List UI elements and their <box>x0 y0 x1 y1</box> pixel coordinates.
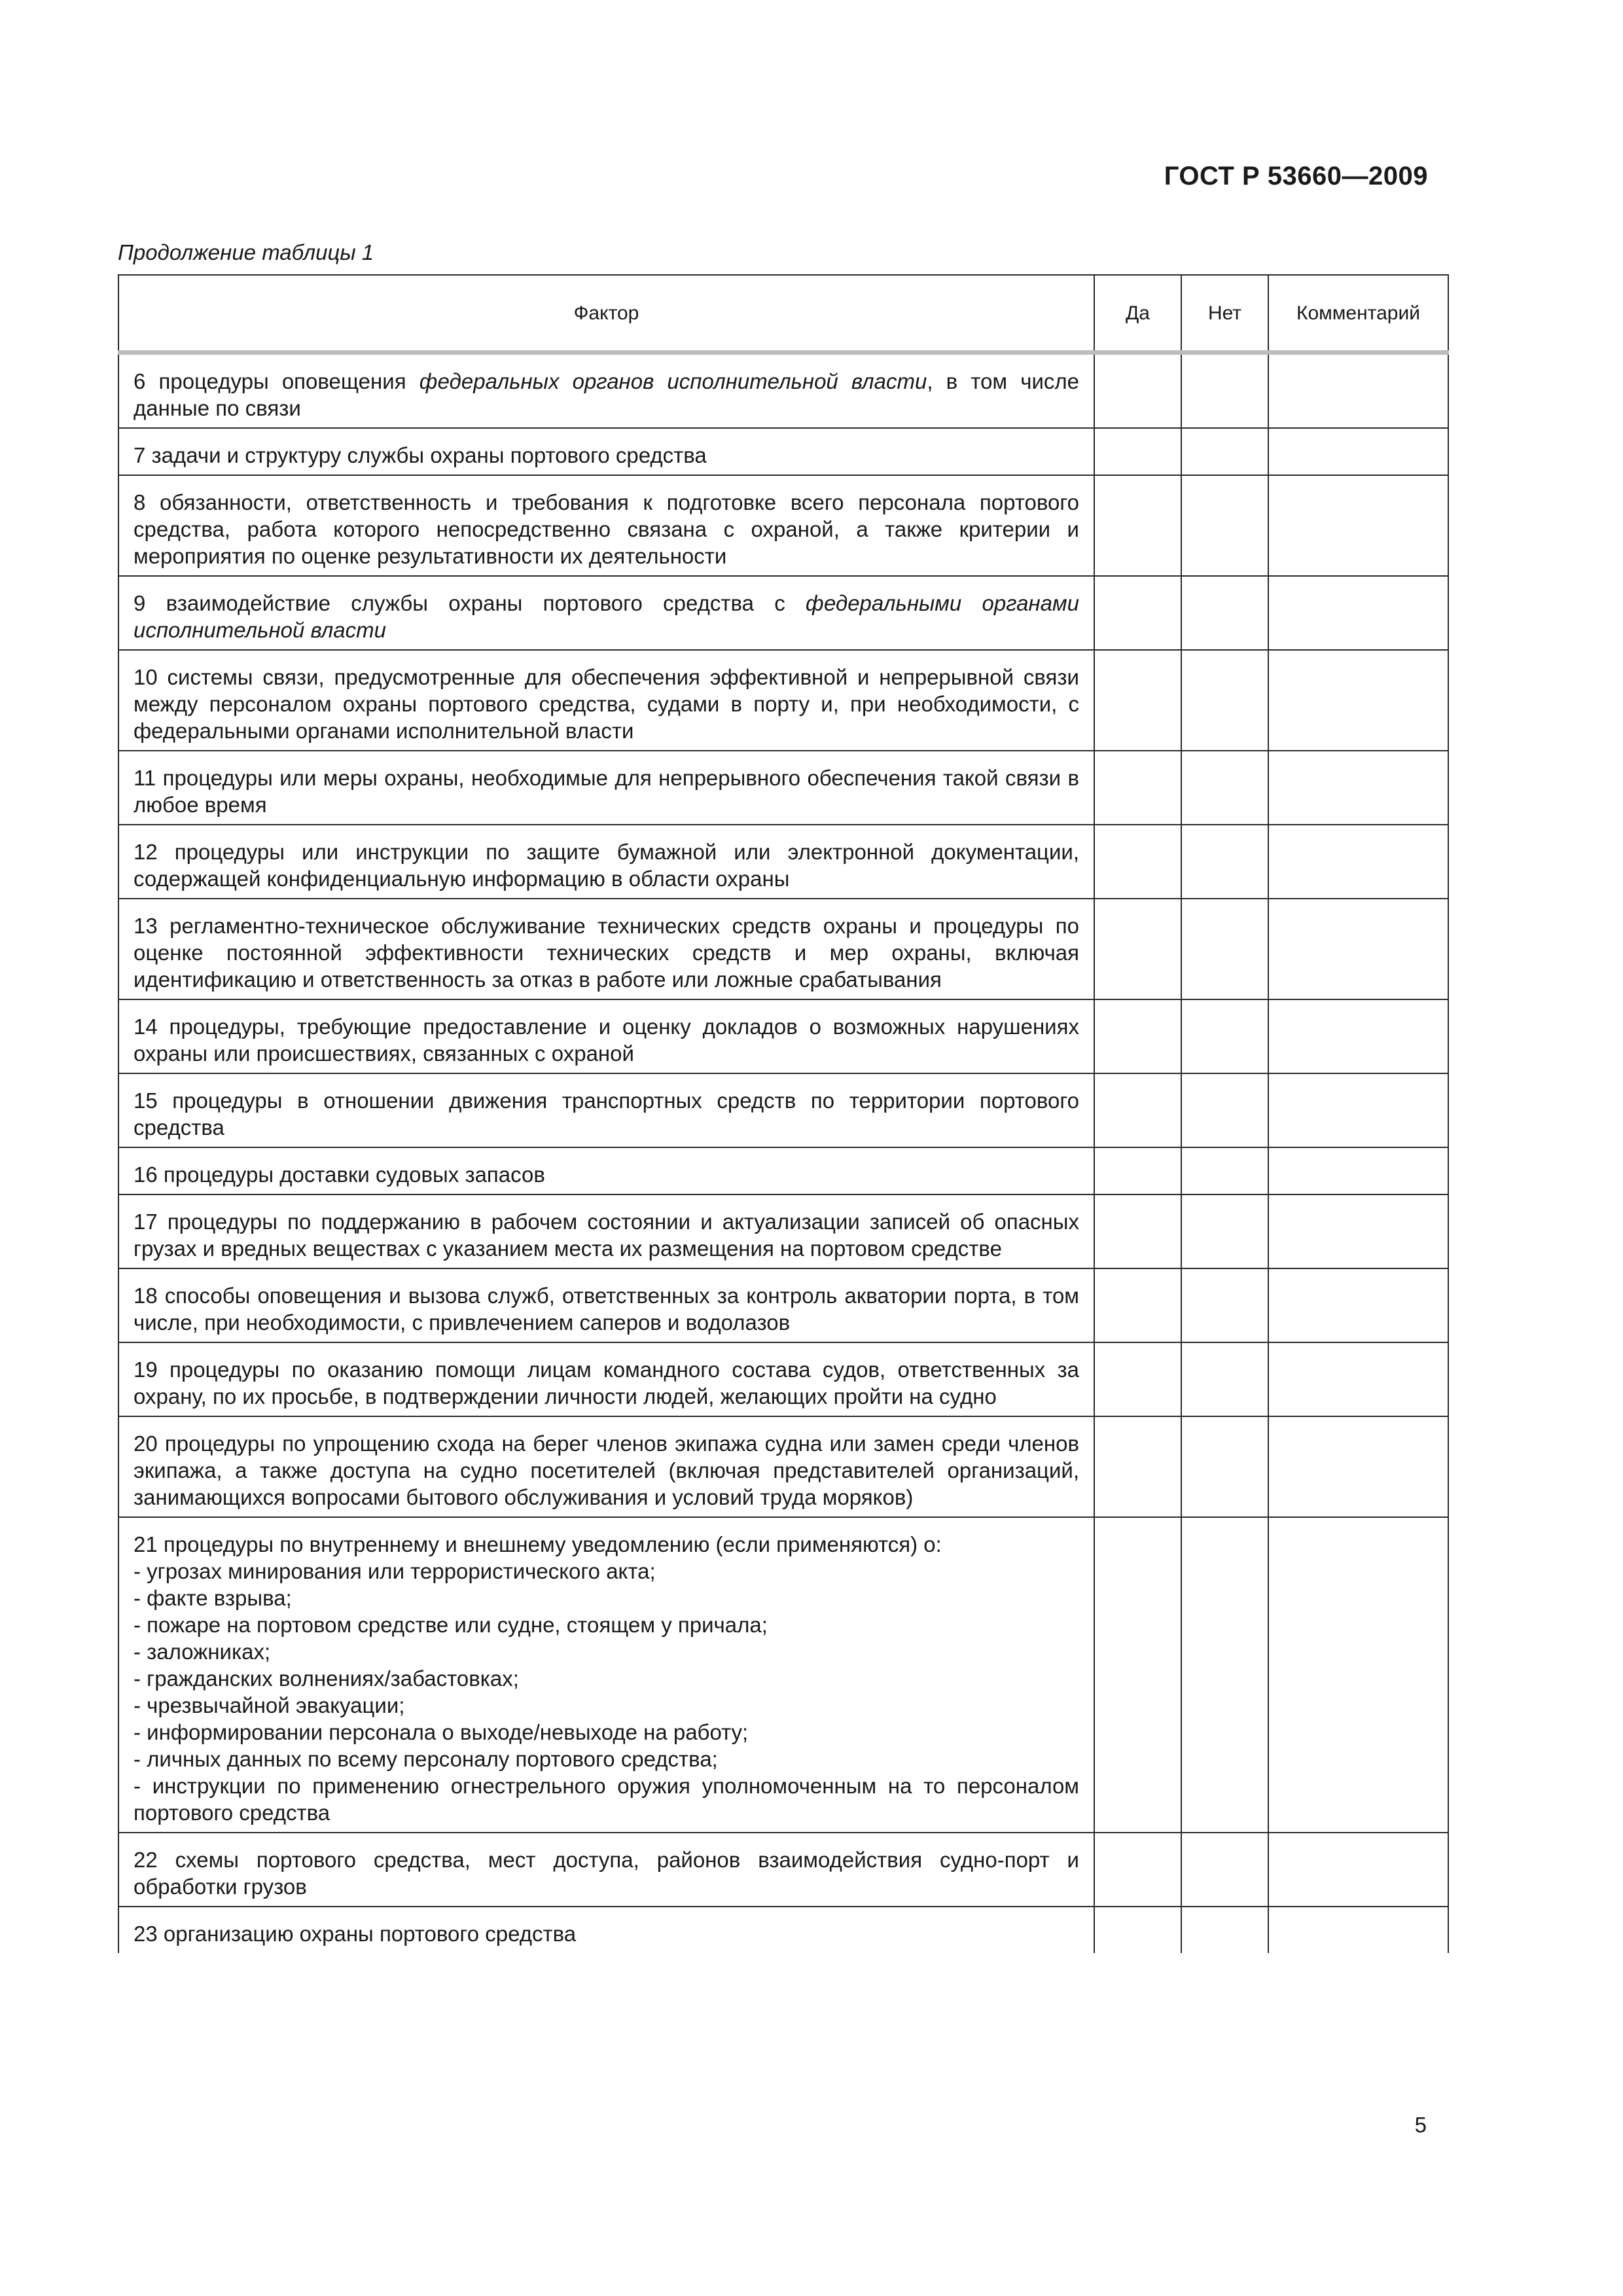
table-row <box>118 1416 1448 1517</box>
column-header-yes: Да <box>1094 275 1181 353</box>
document-code: ГОСТ Р 53660—2009 <box>1164 162 1428 190</box>
factor-cell <box>118 428 1094 475</box>
no-cell[interactable] <box>1181 1073 1268 1147</box>
yes-cell[interactable] <box>1094 1416 1181 1517</box>
column-header-no: Нет <box>1181 275 1268 353</box>
table-row <box>118 576 1448 650</box>
table-caption: Продолжение таблицы 1 <box>118 240 374 264</box>
factor-text: 18 способы оповещения и вызова служб, ответственных за контроль акватории порта, в том числе, при необходимости, с привлечением саперов и водолазов <box>134 1283 1079 1335</box>
yes-cell[interactable] <box>1094 1517 1181 1833</box>
no-cell[interactable] <box>1181 1517 1268 1833</box>
comment-cell[interactable] <box>1268 576 1448 650</box>
no-cell[interactable] <box>1181 751 1268 825</box>
factor-text: 12 процедуры или инструкции по защите бумажной или электронной документации, содержащей конфиденциальную информацию в области охраны <box>134 840 1079 891</box>
factor-emphasis: федеральными органами исполнительной власти <box>134 591 1080 642</box>
factor-text: 7 задачи и структуру службы охраны портового средства <box>134 443 707 467</box>
table-row <box>118 428 1448 475</box>
comment-cell[interactable] <box>1268 999 1448 1073</box>
factor-cell <box>118 1517 1094 1833</box>
yes-cell[interactable] <box>1094 899 1181 999</box>
factor-list-item: - пожаре на портовом средстве или судне, стоящем у причала; <box>134 1613 768 1637</box>
factor-cell <box>118 1416 1094 1517</box>
no-cell[interactable] <box>1181 1416 1268 1517</box>
comment-cell[interactable] <box>1268 1517 1448 1833</box>
factor-text: 10 системы связи, предусмотренные для обеспечения эффективной и непрерывной связи между персоналом охраны портового средства, судами в порту и, при необходимости, с федеральными органами исполнительной власти <box>134 665 1079 743</box>
yes-cell[interactable] <box>1094 1342 1181 1416</box>
table-row <box>118 1268 1448 1342</box>
no-cell[interactable] <box>1181 1268 1268 1342</box>
comment-cell[interactable] <box>1268 825 1448 899</box>
factor-cell <box>118 1268 1094 1342</box>
factor-cell <box>118 650 1094 751</box>
checklist-table <box>118 274 1449 1953</box>
factor-text: 16 процедуры доставки судовых запасов <box>134 1162 545 1187</box>
comment-cell[interactable] <box>1268 1907 1448 1953</box>
table-row <box>118 1342 1448 1416</box>
factor-list-item: - информировании персонала о выходе/невыходе на работу; <box>134 1720 749 1744</box>
comment-cell[interactable] <box>1268 1416 1448 1517</box>
yes-cell[interactable] <box>1094 999 1181 1073</box>
factor-list-item: - инструкции по применению огнестрельного оружия уполномоченным на то персоналом портового средства <box>134 1774 1079 1825</box>
table-row <box>118 1833 1448 1907</box>
table-row <box>118 1073 1448 1147</box>
table-row <box>118 475 1448 576</box>
comment-cell[interactable] <box>1268 1342 1448 1416</box>
table-row <box>118 825 1448 899</box>
factor-list-item: - чрезвычайной эвакуации; <box>134 1693 405 1717</box>
yes-cell[interactable] <box>1094 1073 1181 1147</box>
no-cell[interactable] <box>1181 1342 1268 1416</box>
no-cell[interactable] <box>1181 576 1268 650</box>
factor-list-item: - личных данных по всему персоналу портового средства; <box>134 1747 718 1771</box>
yes-cell[interactable] <box>1094 1147 1181 1194</box>
table-row <box>118 1517 1448 1833</box>
factor-cell <box>118 475 1094 576</box>
factor-cell <box>118 1833 1094 1907</box>
table-row <box>118 1194 1448 1268</box>
table-row <box>118 899 1448 999</box>
comment-cell[interactable] <box>1268 1073 1448 1147</box>
page-number: 5 <box>1414 2113 1427 2137</box>
table-row <box>118 353 1448 429</box>
table-row <box>118 751 1448 825</box>
factor-list-item: - факте взрыва; <box>134 1586 292 1610</box>
no-cell[interactable] <box>1181 1907 1268 1953</box>
no-cell[interactable] <box>1181 428 1268 475</box>
comment-cell[interactable] <box>1268 1268 1448 1342</box>
factor-cell <box>118 825 1094 899</box>
comment-cell[interactable] <box>1268 1833 1448 1907</box>
no-cell[interactable] <box>1181 1833 1268 1907</box>
factor-cell <box>118 1194 1094 1268</box>
comment-cell[interactable] <box>1268 751 1448 825</box>
comment-cell[interactable] <box>1268 1147 1448 1194</box>
factor-emphasis: федеральных органов исполнительной власти <box>419 369 927 393</box>
no-cell[interactable] <box>1181 999 1268 1073</box>
no-cell[interactable] <box>1181 353 1268 429</box>
no-cell[interactable] <box>1181 1194 1268 1268</box>
comment-cell[interactable] <box>1268 475 1448 576</box>
comment-cell[interactable] <box>1268 899 1448 999</box>
factor-cell <box>118 751 1094 825</box>
yes-cell[interactable] <box>1094 428 1181 475</box>
yes-cell[interactable] <box>1094 751 1181 825</box>
table-row <box>118 999 1448 1073</box>
no-cell[interactable] <box>1181 825 1268 899</box>
factor-text: 22 схемы портового средства, мест доступа, районов взаимодействия судно-порт и обработки грузов <box>134 1848 1079 1899</box>
comment-cell[interactable] <box>1268 1194 1448 1268</box>
factor-text: 14 процедуры, требующие предоставление и оценку докладов о возможных нарушениях охраны или происшествиях, связанных с охраной <box>134 1014 1079 1066</box>
comment-cell[interactable] <box>1268 353 1448 429</box>
column-header-comment: Комментарий <box>1268 275 1448 353</box>
factor-text: 6 процедуры оповещения <box>134 369 419 393</box>
yes-cell[interactable] <box>1094 650 1181 751</box>
table-header-row <box>118 275 1448 353</box>
factor-cell <box>118 1147 1094 1194</box>
factor-text: 19 процедуры по оказанию помощи лицам командного состава судов, ответственных за охрану, по их просьбе, в подтверждении личности людей, желающих пройти на судно <box>134 1357 1079 1408</box>
factor-cell <box>118 1073 1094 1147</box>
yes-cell[interactable] <box>1094 353 1181 429</box>
yes-cell[interactable] <box>1094 1833 1181 1907</box>
yes-cell[interactable] <box>1094 475 1181 576</box>
factor-text-tail: , в том числе данные по связи <box>134 369 1079 420</box>
no-cell[interactable] <box>1181 475 1268 576</box>
yes-cell[interactable] <box>1094 1194 1181 1268</box>
factor-cell <box>118 353 1094 429</box>
comment-cell[interactable] <box>1268 428 1448 475</box>
factor-text: 21 процедуры по внутреннему и внешнему уведомлению (если применяются) о: <box>134 1532 942 1556</box>
yes-cell[interactable] <box>1094 1268 1181 1342</box>
table-row <box>118 1907 1448 1953</box>
factor-cell <box>118 999 1094 1073</box>
comment-cell[interactable] <box>1268 650 1448 751</box>
no-cell[interactable] <box>1181 650 1268 751</box>
factor-text: 9 взаимодействие службы охраны портового средства с <box>134 591 806 615</box>
factor-list-item: - заложниках; <box>134 1640 271 1664</box>
yes-cell[interactable] <box>1094 825 1181 899</box>
factor-cell <box>118 1907 1094 1953</box>
factor-text: 8 обязанности, ответственность и требования к подготовке всего персонала портового средства, работа которого непосредственно связана с охраной, а также критерии и мероприятия по оценке результативности их деятельности <box>134 490 1079 568</box>
factor-cell <box>118 576 1094 650</box>
factor-text: 20 процедуры по упрощению схода на берег членов экипажа судна или замен среди членов экипажа, а также доступа на судно посетителей (включая представителей организаций, занимающихся вопросами бытового обслуживания и условий труда моряков) <box>134 1431 1079 1509</box>
factor-text: 15 процедуры в отношении движения транспортных средств по территории портового средства <box>134 1088 1079 1139</box>
yes-cell[interactable] <box>1094 1907 1181 1953</box>
no-cell[interactable] <box>1181 1147 1268 1194</box>
factor-text: 23 организацию охраны портового средства <box>134 1922 577 1946</box>
no-cell[interactable] <box>1181 899 1268 999</box>
column-header-factor: Фактор <box>118 275 1094 353</box>
table-body <box>118 353 1448 1954</box>
factor-text: 17 процедуры по поддержанию в рабочем состоянии и актуализации записей об опасных грузах и вредных веществах с указанием места их размещения на портовом средстве <box>134 1210 1079 1261</box>
factor-cell <box>118 1342 1094 1416</box>
table-row <box>118 1147 1448 1194</box>
factor-list-item: - угрозах минирования или террористического акта; <box>134 1559 656 1583</box>
yes-cell[interactable] <box>1094 576 1181 650</box>
table-row <box>118 650 1448 751</box>
factor-cell <box>118 899 1094 999</box>
factor-list-item: - гражданских волнениях/забастовках; <box>134 1666 519 1691</box>
factor-text: 13 регламентно-техническое обслуживание технических средств охраны и процедуры по оценке постоянной эффективности технических средств и мер охраны, включая идентификацию и ответственность за отказ в работе или ложные срабатывания <box>134 914 1079 992</box>
factor-text: 11 процедуры или меры охраны, необходимые для непрерывного обеспечения такой связи в любое время <box>134 766 1079 817</box>
